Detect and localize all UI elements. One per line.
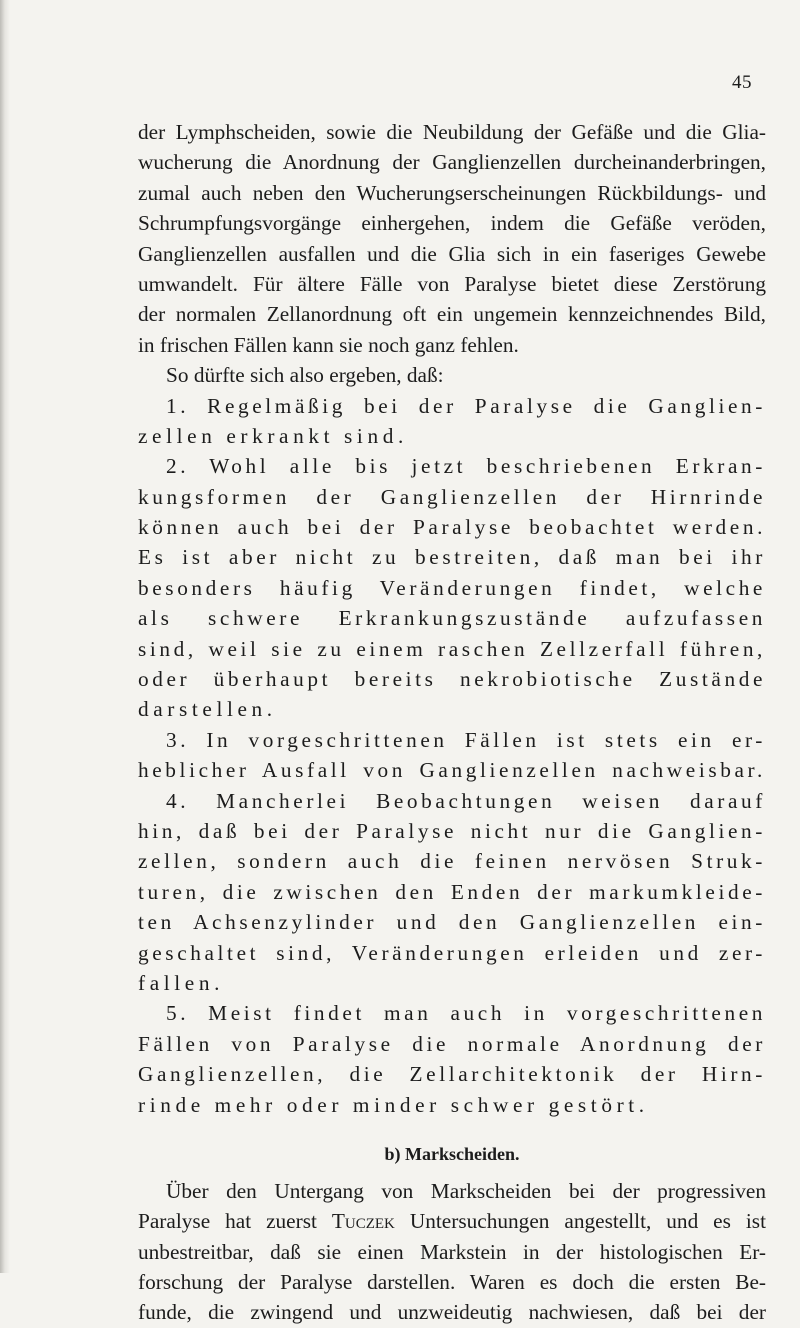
text-line: hin, daß bei der Paralyse nicht nur die Ganglien- [138, 818, 766, 843]
text-line: fallen. [138, 970, 225, 995]
text-line: in frischen Fällen kann sie noch ganz fehlen. [138, 332, 519, 357]
text-line: 1. Regelmäßig bei der Paralyse die Ganglien- [166, 393, 766, 418]
text-fragment: Untersuchungen angestellt, und es ist [394, 1209, 766, 1234]
text-line: 4. Mancherlei Beobachtungen weisen darauf [166, 788, 766, 813]
text-line: Fällen von Paralyse die normale Anordnung der [138, 1031, 766, 1056]
text-line: rinde mehr oder minder schwer gestört. [138, 1092, 649, 1117]
text-line: geschaltet sind, Veränderungen erleiden und zer- [138, 940, 766, 965]
text-line: darstellen. [138, 697, 277, 722]
text-line: Ganglienzellen ausfallen und die Glia sich in ein faseriges Gewebe [138, 241, 766, 266]
paragraph-1 [138, 117, 766, 360]
text-line: turen, die zwischen den Enden der markumkleide- [138, 879, 766, 904]
author-name: Tuczek [331, 1209, 395, 1234]
text-line: als schwere Erkrankungszustände aufzufassen [138, 606, 766, 631]
text-line: oder überhaupt bereits nekrobiotische Zustände [138, 667, 766, 692]
text-line: 2. Wohl alle bis jetzt beschriebenen Erkran- [166, 454, 766, 479]
text-line: sind, weil sie zu einem raschen Zellzerfall führen, [138, 636, 766, 661]
conclusion-item-5 [138, 998, 766, 1120]
conclusion-item-4 [138, 786, 766, 999]
text-line: 3. In vorgeschrittenen Fällen ist stets ein er- [166, 727, 766, 752]
text-fragment: Paralyse hat zuerst [138, 1209, 332, 1234]
page-edge-shadow [0, 0, 10, 1273]
text-line: forschung der Paralyse darstellen. Waren es doch die ersten Be- [138, 1270, 766, 1295]
text-line: ten Achsenzylinder und den Ganglienzellen ein- [138, 910, 766, 935]
text-line: zellen, sondern auch die feinen nervösen Struk- [138, 849, 766, 874]
text-line: unbestreitbar, daß sie einen Markstein in der histologischen Er- [138, 1239, 766, 1264]
conclusion-item-3 [138, 725, 766, 786]
text-line: können auch bei der Paralyse beobachtet werden. [138, 515, 766, 540]
text-line: umwandelt. Für ältere Fälle von Paralyse bietet diese Zerstörung [138, 271, 766, 296]
paragraph-2: So dürfte sich also ergeben, daß: [166, 363, 444, 388]
conclusion-item-1 [138, 391, 766, 452]
text-line [138, 1206, 766, 1236]
text-line: heblicher Ausfall von Ganglienzellen nachweisbar. [138, 758, 766, 783]
conclusion-item-2 [138, 451, 766, 725]
text-line: zellen erkrankt sind. [138, 423, 408, 448]
body-text [138, 117, 766, 1328]
page-number: 45 [732, 72, 752, 93]
text-line: Es ist aber nicht zu bestreiten, daß man bei ihr [138, 545, 766, 570]
section-heading: b) Markscheiden. [384, 1143, 520, 1164]
text-line: Ganglienzellen, die Zellarchitektonik der Hirn- [138, 1062, 766, 1087]
text-line: funde, die zwingend und unzweideutig nachwiesen, daß bei der [138, 1300, 766, 1325]
text-line: 5. Meist findet man auch in vorgeschrittenen [166, 1001, 766, 1026]
text-line: kungsformen der Ganglienzellen der Hirnrinde [138, 484, 766, 509]
text-line: der normalen Zellanordnung oft ein ungemein kennzeichnendes Bild, [138, 302, 766, 327]
paragraph-3 [138, 1176, 766, 1328]
text-line: zumal auch neben den Wucherungserscheinungen Rückbildungs- und [138, 180, 766, 205]
text-line: wucherung die Anordnung der Ganglienzellen durcheinanderbringen, [138, 150, 766, 175]
text-line: der Lymphscheiden, sowie die Neubildung der Gefäße und die Glia- [138, 120, 766, 144]
text-line: besonders häufig Veränderungen findet, welche [138, 575, 766, 600]
text-line: Über den Untergang von Markscheiden bei der progressiven [166, 1178, 766, 1203]
text-line: Schrumpfungsvorgänge einhergehen, indem die Gefäße veröden, [138, 211, 766, 236]
